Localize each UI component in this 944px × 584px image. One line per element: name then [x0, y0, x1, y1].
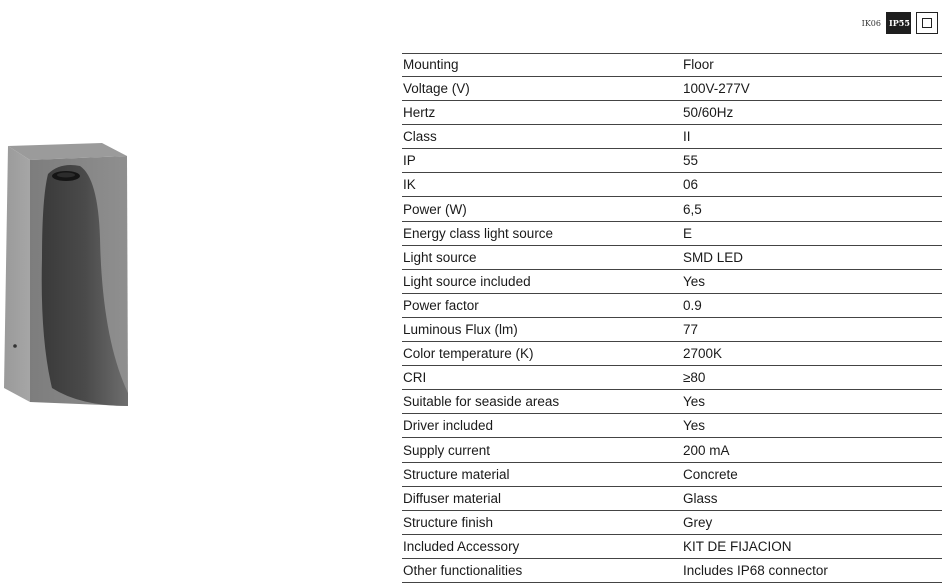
spec-label: Class [403, 129, 437, 145]
spec-label: Structure finish [403, 514, 494, 530]
spec-row-hertz [402, 102, 942, 125]
spec-row-voltage [402, 78, 942, 101]
spec-label: Mounting [403, 57, 459, 72]
spec-row-supply-current [402, 440, 942, 463]
spec-value: Concrete [683, 466, 738, 482]
spec-row-cri [402, 367, 942, 390]
spec-row-power-factor [402, 295, 942, 318]
spec-row-driver-included [402, 415, 942, 438]
spec-value: KIT DE FIJACION [683, 538, 792, 554]
spec-label: Hertz [403, 105, 436, 121]
spec-row-seaside [402, 391, 942, 414]
spec-label: Luminous Flux (lm) [403, 322, 518, 338]
class-ii-double-square-icon [916, 12, 938, 34]
spec-row-structure-finish [402, 512, 942, 535]
spec-label: Color temperature (K) [403, 346, 534, 362]
ip-rating-badge: IP55 [886, 12, 911, 34]
spec-value: Yes [683, 394, 706, 410]
spec-value: 2700K [683, 346, 723, 362]
spec-value: E [683, 225, 693, 241]
spec-value: 0.9 [683, 297, 702, 313]
spec-value: Glass [683, 490, 718, 506]
spec-row-energy-class [402, 223, 942, 246]
spec-row-class [402, 126, 942, 149]
concrete-bollard-light-image [0, 138, 135, 410]
spec-value: SMD LED [683, 249, 744, 265]
spec-row-light-source [402, 247, 942, 270]
spec-label: Light source included [403, 273, 531, 289]
spec-value: 200 mA [683, 442, 730, 458]
spec-value: 100V-277V [683, 81, 750, 97]
spec-row-power [402, 199, 942, 222]
spec-value: 6,5 [683, 201, 702, 217]
spec-value: ≥80 [683, 370, 706, 386]
spec-row-diffuser-material [402, 488, 942, 511]
specifications-table [402, 53, 942, 584]
spec-label: Suitable for seaside areas [403, 394, 560, 410]
spec-label: IK [403, 177, 416, 193]
spec-row-mounting [402, 54, 942, 77]
spec-row-color-temperature [402, 343, 942, 366]
spec-value: Includes IP68 connector [683, 562, 828, 578]
spec-label: IP [403, 153, 416, 169]
spec-label: Voltage (V) [403, 81, 470, 97]
spec-label: Other functionalities [403, 562, 523, 578]
spec-value: Grey [683, 514, 713, 530]
spec-value: II [683, 129, 691, 145]
spec-label: CRI [403, 370, 427, 386]
spec-row-included-accessory [402, 536, 942, 559]
spec-row-light-source-included [402, 271, 942, 294]
spec-value: Yes [683, 418, 706, 434]
spec-value: 06 [683, 177, 699, 193]
spec-value: Yes [683, 273, 706, 289]
spec-value: 77 [683, 322, 699, 338]
ik-rating-badge: IK06 [861, 18, 881, 28]
spec-label: Diffuser material [403, 490, 502, 506]
spec-value: 50/60Hz [683, 105, 734, 121]
spec-label: Driver included [403, 418, 494, 434]
spec-row-other-functionalities [402, 560, 942, 583]
spec-label: Structure material [403, 466, 510, 482]
spec-value: Floor [683, 57, 714, 72]
spec-value: 55 [683, 153, 699, 169]
spec-row-ip [402, 150, 942, 173]
spec-row-luminous-flux [402, 319, 942, 342]
spec-label: Power factor [403, 297, 479, 313]
spec-row-ik [402, 174, 942, 197]
spec-label: Energy class light source [403, 225, 554, 241]
spec-label: Power (W) [403, 201, 467, 217]
spec-label: Included Accessory [403, 538, 520, 554]
certification-badges [862, 12, 938, 34]
spec-label: Supply current [403, 442, 491, 458]
spec-row-structure-material [402, 464, 942, 487]
spec-label: Light source [403, 249, 477, 265]
